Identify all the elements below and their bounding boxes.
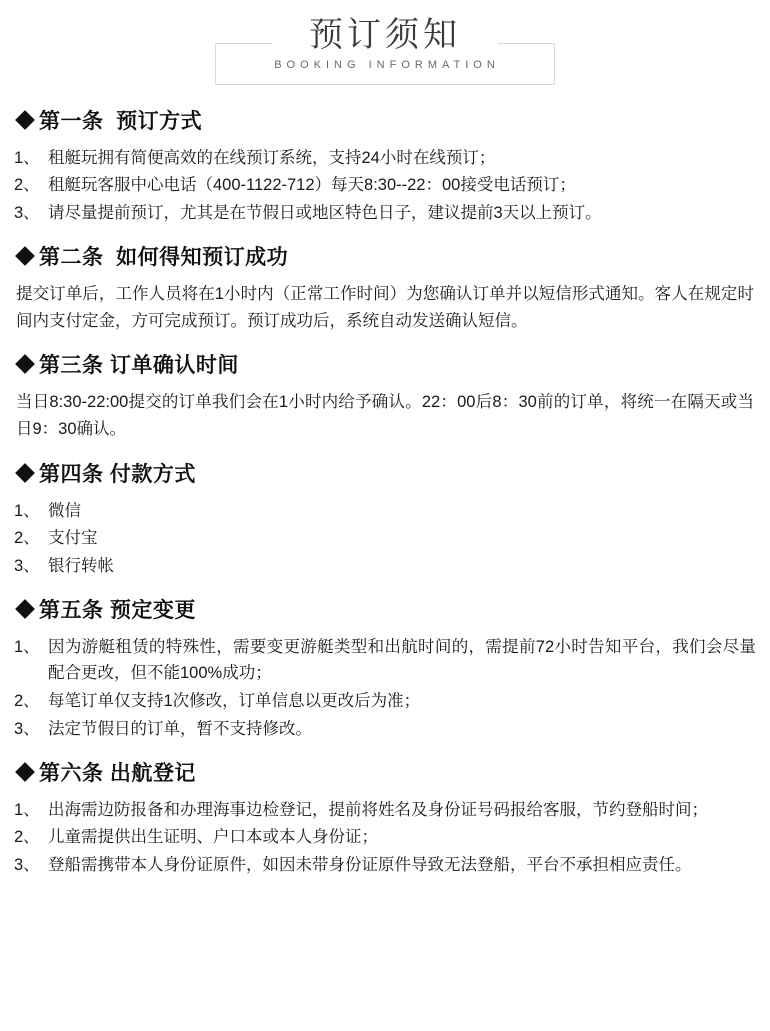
list-item-text: 租艇玩客服中心电话（400-1122-712）每天8:30--22：00接受电话预订； xyxy=(48,176,576,195)
paragraph: 当日8:30-22:00提交的订单我们会在1小时内给予确认。22：00后8：30前的订单，将统一在隔天或当日9：30确认。 xyxy=(16,393,754,439)
list-item-text: 微信 xyxy=(48,501,81,520)
diamond-icon xyxy=(15,110,35,130)
section-body xyxy=(16,389,754,443)
list-item-text: 请尽量提前预订，尤其是在节假日或地区特色日子，建议提前3天以上预订。 xyxy=(48,203,602,222)
section-heading-label: 第三条 订单确认时间 xyxy=(39,354,239,378)
list-item-text: 登船需携带本人身份证原件，如因未带身份证原件导致无法登船，平台不承担相应责任。 xyxy=(48,856,692,874)
list-item xyxy=(14,688,756,715)
list-item xyxy=(14,525,756,552)
section-confirmation-notice xyxy=(14,241,756,335)
section-heading-label: 第一条 预订方式 xyxy=(39,109,203,133)
list-item xyxy=(14,824,756,851)
section-heading xyxy=(18,757,756,787)
list-item-marker: 3、 xyxy=(14,856,40,874)
list-item xyxy=(14,553,756,580)
diamond-icon xyxy=(15,599,35,619)
list-item-text: 儿童需提供出生证明、户口本或本人身份证； xyxy=(48,828,378,847)
diamond-icon xyxy=(15,762,35,782)
section-booking-method xyxy=(14,105,756,227)
list-item xyxy=(14,172,756,199)
section-heading-label: 第五条 预定变更 xyxy=(39,598,196,622)
section-heading xyxy=(18,105,756,135)
section-heading-label: 第六条 出航登记 xyxy=(39,761,196,785)
list-item-marker: 3、 xyxy=(14,203,40,222)
section-heading xyxy=(18,241,756,271)
list-item xyxy=(14,145,756,172)
section-heading-label: 第四条 付款方式 xyxy=(39,462,196,486)
list-item-text: 银行转帐 xyxy=(48,556,114,575)
document-header xyxy=(14,0,756,91)
list-item-marker: 1、 xyxy=(14,637,40,656)
section-heading xyxy=(18,594,756,624)
section-list xyxy=(14,634,756,743)
list-item-text: 每笔订单仅支持1次修改，订单信息以更改后为准； xyxy=(48,692,421,711)
list-item-text: 因为游艇租赁的特殊性，需要变更游艇类型和出航时间的，需提前72小时告知平台，我们会尽量配合更改，但不能100%成功； xyxy=(48,637,756,683)
page-subtitle: BOOKING INFORMATION xyxy=(274,58,500,71)
list-item xyxy=(14,200,756,227)
section-payment-methods xyxy=(14,458,756,580)
list-item-marker: 2、 xyxy=(14,529,40,548)
paragraph: 提交订单后，工作人员将在1小时内（正常工作时间）为您确认订单并以短信形式通知。客人在规定时间内支付定金，方可完成预订。预订成功后，系统自动发送确认短信。 xyxy=(16,284,754,330)
diamond-icon xyxy=(15,246,35,266)
section-body xyxy=(16,281,754,335)
section-heading xyxy=(18,349,756,379)
list-item-marker: 1、 xyxy=(14,800,40,819)
list-item xyxy=(14,852,756,879)
section-list xyxy=(14,145,756,227)
list-item-marker: 2、 xyxy=(14,176,40,195)
list-item-text: 法定节假日的订单，暂不支持修改。 xyxy=(48,719,312,738)
list-item-text: 支付宝 xyxy=(48,529,98,548)
list-item-marker: 3、 xyxy=(14,719,40,738)
list-item-marker: 1、 xyxy=(14,501,40,520)
list-item-marker: 2、 xyxy=(14,692,40,711)
section-list xyxy=(14,797,756,879)
section-reservation-change xyxy=(14,594,756,743)
section-departure-registration xyxy=(14,757,756,879)
diamond-icon xyxy=(15,463,35,483)
list-item xyxy=(14,498,756,525)
list-item-marker: 3、 xyxy=(14,556,40,575)
list-item xyxy=(14,634,756,687)
subtitle-frame xyxy=(215,43,555,85)
section-list xyxy=(14,498,756,580)
list-item-text: 出海需边防报备和办理海事边检登记，提前将姓名及身份证号码报给客服，节约登船时间； xyxy=(48,800,708,819)
list-item-marker: 1、 xyxy=(14,148,40,167)
section-heading-label: 第二条 如何得知预订成功 xyxy=(39,245,289,269)
section-confirmation-time xyxy=(14,349,756,443)
list-item-marker: 2、 xyxy=(14,828,40,847)
list-item xyxy=(14,716,756,743)
list-item-text: 租艇玩拥有简便高效的在线预订系统，支持24小时在线预订； xyxy=(48,148,496,167)
diamond-icon xyxy=(15,354,35,374)
list-item xyxy=(14,797,756,824)
page-title: 预订须知 xyxy=(309,16,461,54)
section-heading xyxy=(18,458,756,488)
